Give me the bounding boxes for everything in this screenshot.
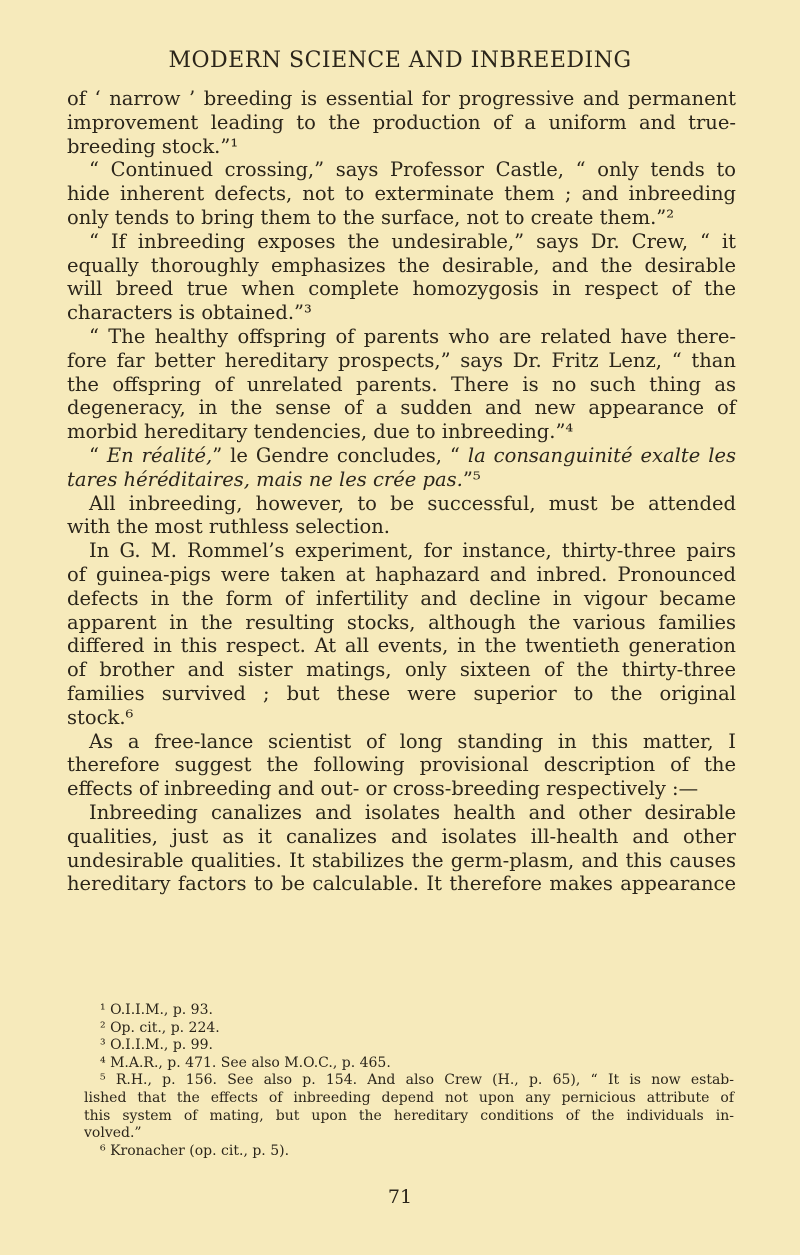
text-line: “ The healthy offspring of parents who are related have there- [89,324,736,348]
text-line: In G. M. Rommel’s experiment, for instance, thirty-three pairs [89,539,736,563]
running-header: MODERN SCIENCE AND INBREEDING [168,48,632,73]
text-line: breeding stock.”¹ [67,134,239,158]
text-line: differed in this respect. At all events, in the twentieth generation [67,634,736,658]
footnote [84,1055,734,1073]
text-line: effects of inbreeding and out- or cross-breeding respectively :— [67,777,699,801]
footnote [84,1037,734,1055]
text-line: of ‘ narrow ’ breeding is essential for progressive and permanent [67,87,736,110]
italic-text: la consanguinité exalte les [467,443,736,467]
text-line: only tends to bring them to the surface, not to create them.”² [67,205,675,229]
text-line: ² Op. cit., p. 224. [100,1019,220,1036]
text-line: “ Continued crossing,” says Professor Castle, “ only tends to [89,158,736,182]
footnote [84,1002,734,1020]
text-line: lished that the effects of inbreeding depend not upon any pernicious attribute of [84,1089,734,1106]
text-line: with the most ruthless selection. [67,515,391,539]
footnote [84,1143,734,1161]
paragraph [67,444,736,492]
text-line: As a free-lance scientist of long standing in this matter, I [89,729,736,753]
text-line: this system of mating, but upon the hereditary conditions of the individuals in- [84,1107,734,1124]
text-line: qualities, just as it canalizes and isolates ill-health and other [67,824,736,848]
paragraph [67,87,736,158]
text-line: stock.⁶ [67,705,134,729]
text-line: characters is obtained.”³ [67,301,312,325]
text-line: ³ O.I.I.M., p. 99. [100,1037,213,1054]
text-line: therefore suggest the following provisional description of the [67,753,736,777]
text-line: the offspring of unrelated parents. There is no such thing as [67,372,736,396]
italic-text: tares héréditaires, mais ne les crée pas. [67,467,463,491]
page-number: 71 [387,1186,413,1208]
text-line: All inbreeding, however, to be successful, must be attended [89,491,736,515]
body-text [67,87,736,896]
paragraph [67,158,736,229]
paragraph [67,730,736,801]
paragraph [67,539,736,729]
text-line: improvement leading to the production of a uniform and true- [67,110,736,134]
text-segment: ”⁵ [462,467,481,491]
text-line: will breed true when complete homozygosis in respect of the [67,277,736,301]
paragraph [67,325,736,444]
paragraph [67,492,736,540]
text-line: of brother and sister matings, only sixteen of the thirty-three [67,658,736,682]
text-line: of guinea-pigs were taken at haphazard and inbred. Pronounced [67,562,736,586]
footnote [84,1072,734,1142]
footnotes [84,1002,734,1160]
text-line: ⁵ R.H., p. 156. See also p. 154. And also Crew (H., p. 65), “ It is now estab- [100,1072,734,1089]
text-line: ¹ O.I.I.M., p. 93. [100,1002,213,1018]
text-line: hereditary factors to be calculable. It therefore makes appearance [67,872,736,896]
footnote [84,1020,734,1038]
text-segment: “ [89,443,107,467]
italic-text: En réalité, [106,443,213,467]
text-line: apparent in the resulting stocks, although the various families [67,610,736,634]
text-line [67,468,736,492]
text-line: fore far better hereditary prospects,” says Dr. Fritz Lenz, “ than [67,348,736,372]
text-line: volved.” [84,1125,142,1142]
paragraph [67,230,736,325]
text-line: Inbreeding canalizes and isolates health and other desirable [89,800,736,824]
text-line [67,444,736,468]
text-line: undesirable qualities. It stabilizes the germ-plasm, and this causes [67,848,736,872]
paragraph [67,801,736,896]
text-line: degeneracy, in the sense of a sudden and new appearance of [67,396,736,420]
text-line: ⁶ Kronacher (op. cit., p. 5). [100,1142,290,1159]
text-line: equally thoroughly emphasizes the desirable, and the desirable [67,253,736,277]
text-line: ⁴ M.A.R., p. 471. See also M.O.C., p. 465. [100,1054,391,1071]
text-line: hide inherent defects, not to exterminate them ; and inbreeding [67,182,736,206]
text-line: families survived ; but these were superior to the original [67,681,736,705]
text-line: “ If inbreeding exposes the undesirable,” says Dr. Crew, “ it [89,229,736,253]
text-line: defects in the form of infertility and decline in vigour became [67,586,736,610]
text-segment: ” le Gendre concludes, “ [212,443,468,467]
text-line: morbid hereditary tendencies, due to inbreeding.”⁴ [67,420,574,444]
